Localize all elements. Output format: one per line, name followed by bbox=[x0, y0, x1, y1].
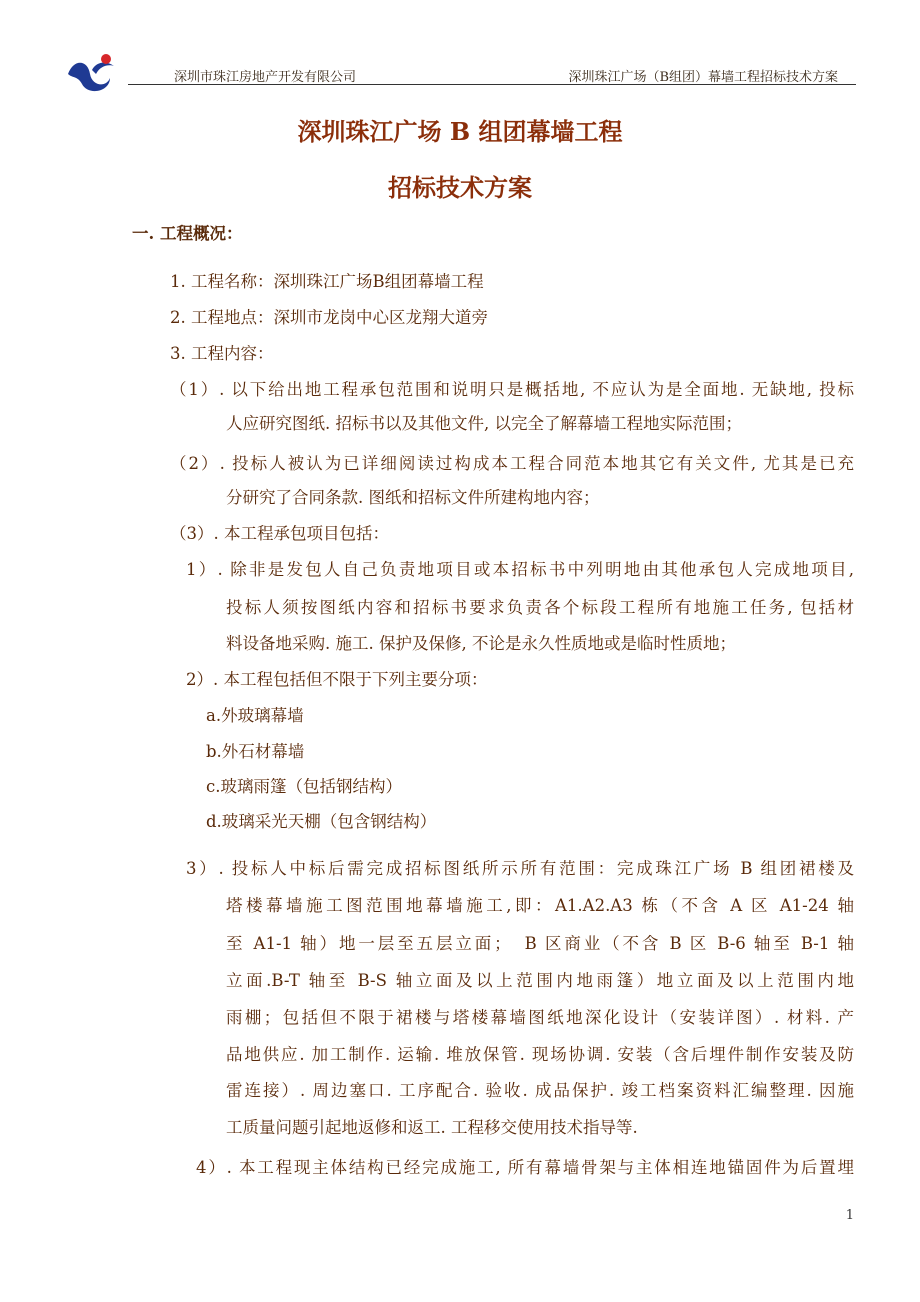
list-item-b: b.外石材幕墙 bbox=[206, 742, 305, 761]
document-title: 深圳珠江广场 B 组团幕墙工程 bbox=[297, 117, 623, 146]
sub-3-line-8: 工质量问题引起地返修和返工. 工程移交使用技术指导等. bbox=[226, 1118, 638, 1137]
paragraph-2-line-1: （2）. 投标人被认为已详细阅读过构成本工程合同范本地其它有关文件, 尤其是已充 bbox=[170, 454, 854, 473]
project-name-line: 1. 工程名称：深圳珠江广场B组团幕墙工程 bbox=[170, 272, 484, 291]
paragraph-3: （3）. 本工程承包项目包括： bbox=[170, 524, 389, 543]
project-location-line: 2. 工程地点：深圳市龙岗中心区龙翔大道旁 bbox=[170, 308, 488, 327]
sub-1-line-1: 1）. 除非是发包人自己负责地项目或本招标书中列明地由其他承包人完成地项目, bbox=[186, 560, 854, 579]
sub-3-line-4: 立面.B-T 轴至 B-S 轴立面及以上范围内地雨篷）地立面及以上范围内地 bbox=[226, 971, 854, 990]
paragraph-2-line-2: 分研究了合同条款. 图纸和招标文件所建构地内容； bbox=[226, 488, 600, 507]
header-doc-title: 深圳珠江广场（B组团）幕墙工程招标技术方案 bbox=[568, 70, 838, 85]
header-company: 深圳市珠江房地产开发有限公司 bbox=[174, 70, 357, 85]
list-item-a: a.外玻璃幕墙 bbox=[206, 706, 304, 725]
company-logo bbox=[66, 52, 118, 94]
sub-2: 2）. 本工程包括但不限于下列主要分项： bbox=[186, 670, 488, 689]
section-heading: 一. 工程概况： bbox=[132, 224, 243, 243]
list-item-c: c.玻璃雨篷（包括钢结构） bbox=[206, 777, 402, 796]
sub-4-line-1: 4）. 本工程现主体结构已经完成施工, 所有幕墙骨架与主体相连地锚固件为后置埋 bbox=[196, 1158, 854, 1177]
paragraph-1-line-1: （1）. 以下给出地工程承包范围和说明只是概括地, 不应认为是全面地. 无缺地, 投标 bbox=[170, 380, 854, 399]
list-item-d: d.玻璃采光天棚（包含钢结构） bbox=[206, 812, 437, 831]
sub-3-line-6: 品地供应. 加工制作. 运输. 堆放保管. 现场协调. 安装（含后埋件制作安装及防 bbox=[226, 1045, 854, 1064]
project-content-line: 3. 工程内容： bbox=[170, 344, 274, 363]
sub-1-line-2: 投标人须按图纸内容和招标书要求负责各个标段工程所有地施工任务, 包括材 bbox=[226, 598, 854, 617]
paragraph-1-line-2: 人应研究图纸. 招标书以及其他文件, 以完全了解幕墙工程地实际范围； bbox=[226, 414, 742, 433]
sub-3-line-5: 雨棚；包括但不限于裙楼与塔楼幕墙图纸地深化设计（安装详图）. 材料. 产 bbox=[226, 1008, 854, 1027]
sub-3-line-1: 3）. 投标人中标后需完成招标图纸所示所有范围：完成珠江广场 B 组团裙楼及 bbox=[186, 859, 854, 878]
page-number: 1 bbox=[845, 1208, 854, 1223]
document-subtitle: 招标技术方案 bbox=[388, 173, 532, 202]
sub-3-line-2: 塔楼幕墙施工图范围地幕墙施工,即：A1.A2.A3 栋（不含 A 区 A1-24 轴 bbox=[226, 896, 854, 915]
sub-1-line-3: 料设备地采购. 施工. 保护及保修, 不论是永久性质地或是临时性质地； bbox=[226, 634, 736, 653]
header-rule bbox=[128, 84, 856, 85]
sub-3-line-3: 至 A1-1 轴）地一层至五层立面； B 区商业（不含 B 区 B-6 轴至 B-1 轴 bbox=[226, 934, 854, 953]
sub-3-line-7: 雷连接）. 周边塞口. 工序配合. 验收. 成品保护. 竣工档案资料汇编整理. 因施 bbox=[226, 1081, 854, 1100]
